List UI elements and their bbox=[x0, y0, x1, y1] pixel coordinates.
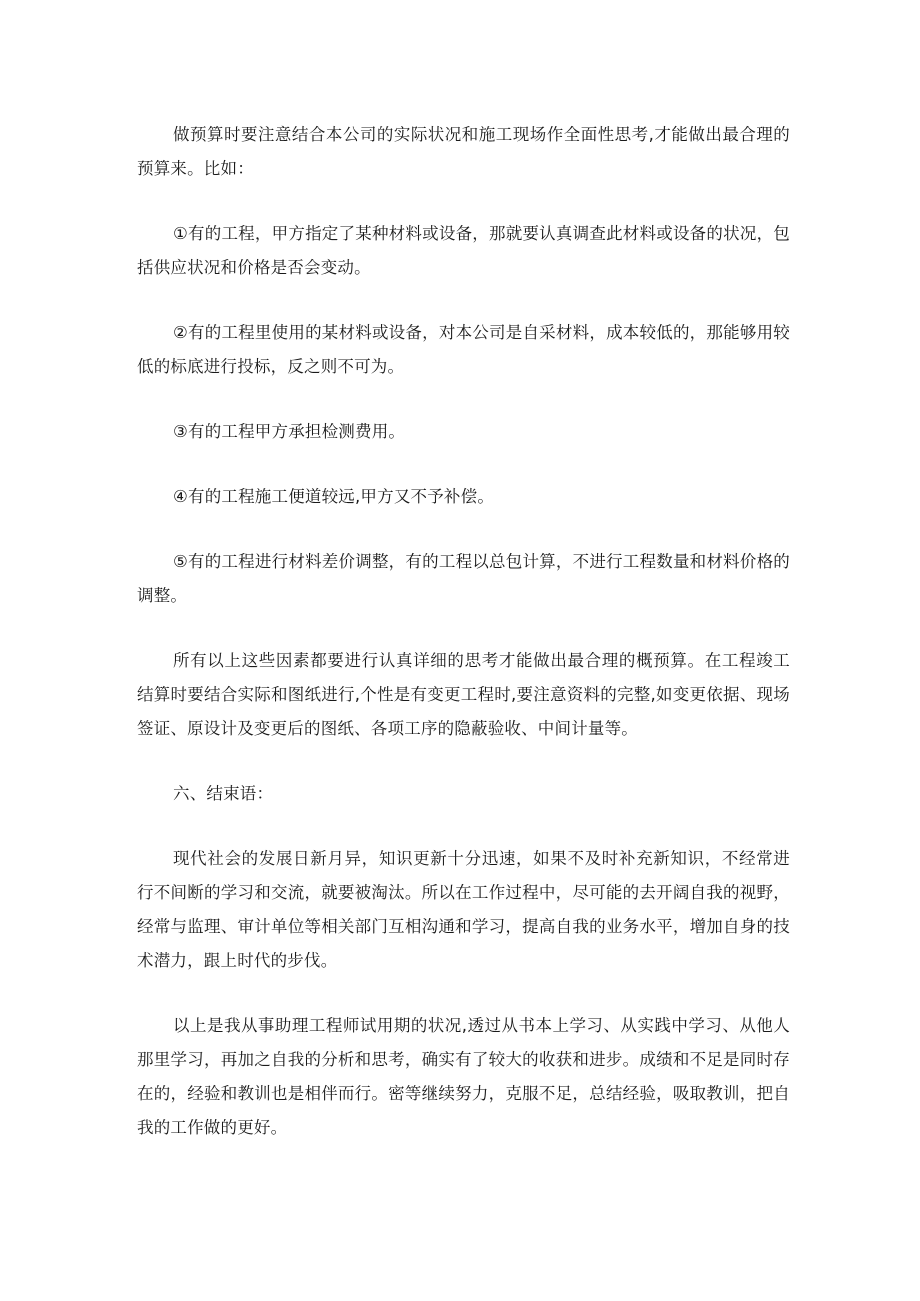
paragraph-budget-intro: 做预算时要注意结合本公司的实际状况和施工现场作全面性思考,才能做出最合理的预算来。比如： bbox=[137, 125, 790, 178]
paragraph-gap bbox=[137, 449, 790, 480]
paragraph-item-1: ①有的工程，甲方指定了某种材料或设备，那就要认真调查此材料或设备的状况，包括供应状况和价格是否会变动。 bbox=[137, 224, 790, 277]
paragraph-gap bbox=[137, 978, 790, 1009]
paragraph-summary: 以上是我从事助理工程师试用期的状况,透过从书本上学习、从实践中学习、从他人那里学习，再加之自我的分析和思考，确实有了较大的收获和进步。成绩和不足是同时存在的，经验和教训也是相伴而行。密等继续努力，克服不足，总结经验，吸取教训，把自我的工作做的更好。 bbox=[137, 1016, 790, 1137]
paragraph-gap bbox=[137, 285, 790, 316]
paragraph-gap bbox=[137, 514, 790, 545]
paragraph-item-2: ②有的工程里使用的某材料或设备，对本公司是自采材料，成本较低的，那能够用较低的标底进行投标，反之则不可为。 bbox=[137, 323, 790, 376]
section-heading-conclusion: 六、结束语： bbox=[173, 784, 274, 803]
paragraph-item-3: ③有的工程甲方承担检测费用。 bbox=[173, 422, 406, 441]
paragraph-gap bbox=[137, 811, 790, 842]
paragraph-gap bbox=[137, 186, 790, 217]
paragraph-gap bbox=[137, 746, 790, 777]
paragraph-gap bbox=[137, 384, 790, 415]
paragraph-modern-society: 现代社会的发展日新月异，知识更新十分迅速，如果不及时补充新知识，不经常进行不间断的学习和交流，就要被淘汰。所以在工作过程中，尽可能的去开阔自我的视野，经常与监理、审计单位等相关部门互相沟通和学习，提高自我的业务水平，增加自身的技术潜力，跟上时代的步伐。 bbox=[137, 849, 790, 970]
paragraph-settlement: 所有以上这些因素都要进行认真详细的思考才能做出最合理的概预算。在工程竣工结算时要结合实际和图纸进行,个性是有变更工程时,要注意资料的完整,如变更依据、现场签证、原设计及变更后的图纸、各项工序的隐蔽验收、中间计量等。 bbox=[137, 651, 790, 738]
paragraph-item-4: ④有的工程施工便道较远,甲方又不予补偿。 bbox=[173, 487, 495, 506]
paragraph-gap bbox=[137, 613, 790, 644]
paragraph-item-5: ⑤有的工程进行材料差价调整，有的工程以总包计算，不进行工程数量和材料价格的调整。 bbox=[137, 552, 790, 605]
